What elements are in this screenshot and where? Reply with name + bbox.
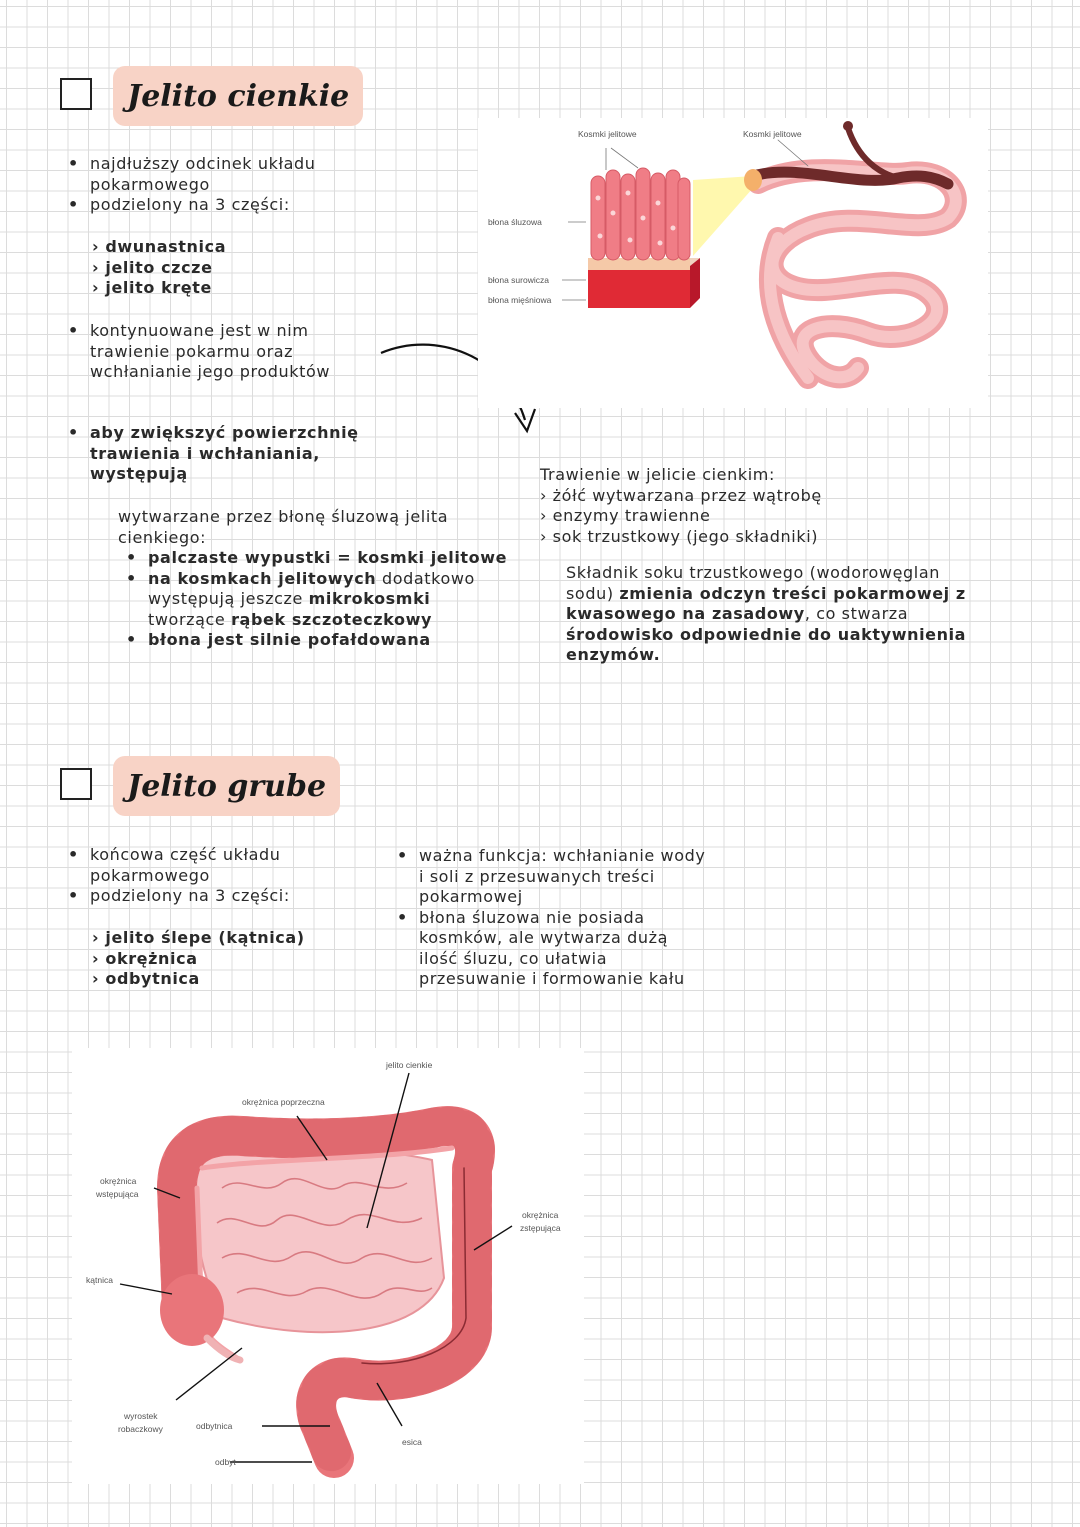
bullet-final-part: • końcowa część układu pokarmowego [90, 845, 340, 886]
part-rectum: › odbytnica [92, 969, 200, 988]
bullet-absorption: • ważna funkcja: wchłanianie wody i soli z przesuwanych treści pokarmowej [419, 846, 709, 908]
feature-villi: • palczaste wypustki = kosmki jelitowe [148, 548, 508, 569]
title-large-intestine [113, 756, 340, 816]
part-ileum: › jelito kręte [92, 278, 212, 297]
small-intestine-bullets [90, 154, 360, 216]
label-rectum: odbytnica [196, 1421, 233, 1431]
label-descending-2: zstępująca [520, 1223, 561, 1233]
label-sigmoid: esica [402, 1437, 422, 1447]
large-intestine-bullets [90, 845, 340, 907]
label-small-intestine: jelito cienkie [386, 1060, 433, 1070]
mucosa-intro: wytwarzane przez błonę śluzową jelita cienkiego: [118, 507, 449, 547]
small-intestine-parts [92, 237, 226, 299]
digestion-title: Trawienie w jelicie cienkim: [540, 465, 775, 484]
small-intestine-mass [192, 1148, 444, 1332]
microvilli-d: tworzące [148, 609, 232, 629]
pancreatic-note [566, 563, 986, 666]
pancreas-b: zmienia odczyn treści pokarmowej z kwasowego na zasadowy [566, 583, 966, 623]
large-intestine-parts [92, 928, 305, 990]
checkbox-large-intestine[interactable] [60, 768, 92, 800]
label-villi-right: Kosmki jelitowe [743, 129, 802, 139]
label-villi-left: Kosmki jelitowe [578, 129, 637, 139]
microvilli-e: rąbek szczoteczkowy [231, 609, 433, 629]
small-intestine-figure [478, 118, 988, 408]
label-serosa: błona surowicza [488, 275, 549, 285]
title-small-intestine-text: Jelito cienkie [127, 78, 350, 114]
digestion-enzymes: › enzymy trawienne [540, 506, 711, 525]
intestine-coils [744, 121, 956, 378]
villi-block [562, 148, 700, 308]
mucosa-features [118, 507, 508, 651]
microvilli-c: mikrokosmki [308, 589, 431, 608]
label-mucosa: błona śluzowa [488, 217, 542, 227]
bullet-longest: • najdłuższy odcinek układu pokarmowego [90, 154, 360, 195]
part-cecum: › jelito ślepe (kątnica) [92, 928, 305, 947]
pancreas-c: , co stwarza [804, 604, 909, 623]
microvilli-a: na kosmkach jelitowych [148, 568, 377, 588]
pancreas-a: Składnik soku trzustkowego (wodorowęglan sodu) [566, 563, 940, 603]
title-small-intestine [113, 66, 363, 126]
bullet-divided-large: • podzielony na 3 części: [90, 886, 340, 907]
digestion-pancreatic: › sok trzustkowy (jego składniki) [540, 526, 819, 546]
microvilli-b: dodatkowo występują jeszcze [148, 568, 475, 608]
bullet-mucus: • błona śluzowa nie posiada kosmków, ale wytwarza dużą ilość śluzu, co ułatwia przesuwanie i formowanie kału [419, 908, 709, 990]
bullet-surface [90, 423, 370, 485]
bullet-divided: • podzielony na 3 części: [90, 195, 360, 216]
label-cecum: kątnica [86, 1275, 113, 1285]
label-ascending-2: wstępująca [96, 1189, 139, 1199]
feature-folds: • błona jest silnie pofałdowana [148, 630, 508, 651]
label-appendix-1: wyrostek [124, 1411, 158, 1421]
checkbox-small-intestine[interactable] [60, 78, 92, 110]
large-intestine-functions [419, 846, 709, 990]
bullet-surface-text: • aby zwiększyć powierzchnię trawienia i wchłaniania, występują [90, 423, 370, 485]
large-intestine-figure [72, 1048, 584, 1484]
label-appendix-2: robaczkowy [118, 1424, 163, 1434]
part-duodenum: › dwunastnica [92, 237, 227, 256]
digestion-bile: › żółć wytwarzana przez wątrobę [540, 485, 822, 505]
title-large-intestine-text: Jelito grube [127, 768, 327, 804]
pancreas-d: środowisko odpowiednie do uaktywnienia enzymów. [566, 624, 967, 664]
feature-microvilli [148, 569, 508, 631]
label-anus: odbyt [215, 1457, 236, 1467]
label-transverse-colon: okrężnica poprzeczna [242, 1097, 325, 1107]
label-muscle: błona mięśniowa [488, 295, 552, 305]
label-descending-1: okrężnica [522, 1210, 559, 1220]
bullet-digestion-continued [90, 321, 370, 383]
digestion-block [540, 465, 940, 547]
part-jejunum: › jelito czcze [92, 257, 213, 277]
label-ascending-1: okrężnica [100, 1176, 137, 1186]
part-colon: › okrężnica [92, 948, 198, 968]
bullet-digestion-continued-text: • kontynuowane jest w nim trawienie pokarmu oraz wchłanianie jego produktów [90, 321, 370, 383]
